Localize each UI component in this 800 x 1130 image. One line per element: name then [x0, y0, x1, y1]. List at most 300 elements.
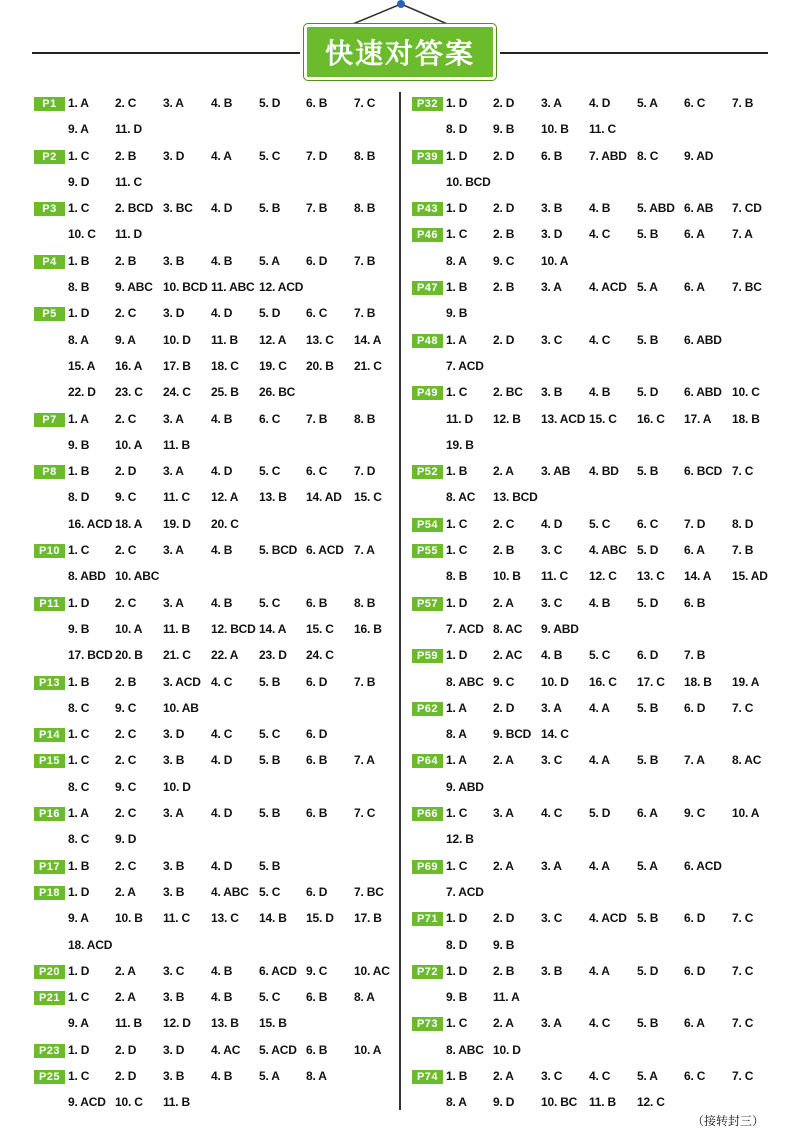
answer-item: 14. C	[541, 727, 569, 742]
answer-item: 4. C	[589, 1016, 611, 1031]
page-tag: P47	[412, 281, 443, 295]
answer-row	[34, 1065, 414, 1091]
answer-item: 12. D	[163, 1016, 191, 1031]
answer-item: 2. D	[115, 1068, 137, 1083]
answer-item: 5. A	[637, 96, 658, 110]
answer-item: 7. C	[732, 963, 754, 978]
answer-item: 11. D	[115, 227, 143, 242]
answer-item: 2. A	[493, 595, 514, 610]
answer-item: 16. A	[115, 358, 143, 373]
answer-item: 23. D	[259, 648, 287, 663]
page-tag: P7	[34, 413, 65, 427]
answer-item: 9. C	[115, 700, 137, 715]
answer-item: 3. B	[541, 201, 563, 216]
answer-item: 5. B	[637, 332, 659, 347]
answer-row	[412, 118, 792, 144]
answer-item: 5. C	[259, 148, 281, 163]
header-rule-right	[500, 52, 768, 54]
answer-item: 3. A	[541, 280, 562, 295]
answer-item: 9. C	[306, 963, 328, 978]
answer-row	[412, 881, 792, 907]
answer-item: 10. A	[115, 437, 143, 452]
answer-item: 9. ACD	[68, 1095, 106, 1110]
answer-item: 7. B	[684, 648, 706, 663]
answer-item: 6. D	[684, 963, 706, 978]
answer-item: 6. ACD	[306, 543, 344, 558]
answer-item: 8. D	[446, 122, 468, 137]
answer-row	[34, 618, 414, 644]
answer-item: 9. C	[493, 674, 515, 689]
answer-item: 4. B	[211, 543, 233, 558]
answer-item: 5. B	[259, 753, 281, 768]
answer-item: 19. B	[446, 437, 474, 452]
answer-item: 2. D	[115, 1042, 137, 1057]
answer-item: 10. C	[732, 385, 760, 400]
answer-item: 9. D	[493, 1095, 515, 1110]
answer-item: 23. C	[115, 385, 143, 400]
answer-row	[34, 723, 414, 749]
answer-item: 1. B	[68, 674, 90, 689]
page-tag: P39	[412, 150, 443, 164]
answer-item: 7. D	[354, 464, 376, 479]
answer-item: 2. A	[493, 1068, 514, 1083]
answer-item: 8. D	[68, 490, 90, 505]
answer-item: 1. A	[446, 700, 467, 715]
answer-item: 15. C	[306, 621, 334, 636]
answer-item: 5. A	[259, 253, 280, 268]
page-tag: P8	[34, 465, 65, 479]
page-tag: P62	[412, 702, 443, 716]
answer-item: 5. D	[637, 595, 659, 610]
answer-item: 10. ABC	[115, 569, 160, 584]
answer-item: 7. A	[732, 227, 753, 242]
answer-item: 6. C	[306, 464, 328, 479]
answer-item: 7. C	[732, 464, 754, 479]
answer-item: 1. C	[68, 201, 90, 216]
answer-row	[412, 145, 792, 171]
answer-item: 2. A	[115, 963, 136, 978]
answer-item: 1. C	[68, 1068, 90, 1083]
page-tag: P71	[412, 912, 443, 926]
answer-item: 11. B	[589, 1095, 617, 1110]
page-tag: P73	[412, 1017, 443, 1031]
answer-item: 12. B	[493, 411, 521, 426]
answer-item: 2. A	[115, 884, 136, 899]
answer-item: 17. BCD	[68, 648, 113, 663]
answer-item: 8. A	[68, 332, 89, 347]
answer-item: 5. B	[637, 464, 659, 479]
answer-item: 2. D	[493, 700, 515, 715]
answer-item: 7. B	[354, 674, 376, 689]
answer-item: 3. B	[163, 253, 185, 268]
answer-item: 4. B	[211, 1068, 233, 1083]
answer-item: 11. ABC	[211, 280, 255, 295]
answer-item: 13. C	[637, 569, 665, 584]
answer-row	[34, 855, 414, 881]
answer-item: 9. C	[493, 253, 515, 268]
answer-item: 14. A	[354, 332, 382, 347]
answer-item: 5. C	[259, 464, 281, 479]
answer-item: 7. B	[354, 253, 376, 268]
answer-item: 3. A	[541, 96, 562, 110]
answer-item: 1. C	[68, 148, 90, 163]
answer-item: 10. BC	[541, 1095, 578, 1110]
answer-item: 6. A	[684, 543, 705, 558]
answer-item: 1. C	[446, 516, 468, 531]
answer-item: 7. ACD	[446, 884, 484, 899]
answer-item: 17. A	[684, 411, 712, 426]
answer-row	[34, 434, 414, 460]
page-tag: P13	[34, 676, 65, 690]
answer-item: 11. A	[493, 990, 520, 1005]
answer-item: 7. B	[732, 96, 754, 110]
answer-item: 4. B	[211, 253, 233, 268]
answer-item: 4. ACD	[589, 280, 627, 295]
answer-row	[412, 749, 792, 775]
answer-item: 10. D	[541, 674, 569, 689]
answer-item: 16. ACD	[68, 516, 113, 531]
page-tag: P21	[34, 991, 65, 1005]
answer-item: 5. A	[637, 858, 658, 873]
answer-item: 2. BC	[493, 385, 523, 400]
page-tag: P11	[34, 597, 65, 611]
answer-item: 1. D	[446, 96, 468, 110]
answer-item: 10. BCD	[446, 174, 491, 189]
answer-row	[34, 539, 414, 565]
answer-item: 3. B	[163, 884, 185, 899]
answer-row	[412, 986, 792, 1012]
answer-item: 5. ACD	[259, 1042, 297, 1057]
answer-item: 1. D	[446, 963, 468, 978]
answer-row	[34, 513, 414, 539]
answer-item: 14. A	[684, 569, 712, 584]
answer-row	[412, 250, 792, 276]
answer-item: 4. B	[211, 411, 233, 426]
answer-item: 6. B	[306, 595, 328, 610]
answer-item: 20. B	[115, 648, 143, 663]
answer-item: 6. B	[306, 990, 328, 1005]
answer-item: 4. D	[211, 464, 233, 479]
answer-item: 6. B	[306, 753, 328, 768]
answer-item: 2. A	[493, 1016, 514, 1031]
answer-item: 18. C	[211, 358, 239, 373]
answer-item: 3. C	[541, 911, 563, 926]
answer-item: 6. C	[684, 96, 706, 110]
answer-item: 1. B	[446, 464, 468, 479]
answer-item: 8. B	[446, 569, 468, 584]
answer-row	[34, 223, 414, 249]
answer-item: 11. B	[211, 332, 239, 347]
answer-item: 3. D	[163, 306, 185, 321]
page-tag: P10	[34, 544, 65, 558]
answer-item: 24. C	[306, 648, 334, 663]
answer-item: 6. B	[541, 148, 563, 163]
answer-item: 6. C	[306, 306, 328, 321]
answer-item: 10. BCD	[163, 280, 208, 295]
answer-item: 10. D	[163, 779, 191, 794]
answer-item: 2. AC	[493, 648, 523, 663]
page-tag: P46	[412, 228, 443, 242]
answer-item: 3. C	[541, 332, 563, 347]
page-tag: P59	[412, 649, 443, 663]
answer-item: 15. C	[354, 490, 382, 505]
answer-row	[34, 486, 414, 512]
answer-row	[34, 92, 414, 118]
answer-item: 18. ACD	[68, 937, 113, 952]
answer-item: 6. ABD	[684, 385, 722, 400]
answer-row	[34, 1012, 414, 1038]
answer-item: 17. B	[354, 911, 382, 926]
answer-row	[34, 565, 414, 591]
answer-row	[34, 986, 414, 1012]
answer-item: 6. B	[306, 806, 328, 821]
answer-row	[34, 907, 414, 933]
answer-item: 1. C	[68, 543, 90, 558]
header-rule-left	[32, 52, 300, 54]
answer-item: 4. A	[211, 148, 232, 163]
answer-item: 9. A	[68, 1016, 89, 1031]
answer-item: 14. A	[259, 621, 287, 636]
answer-item: 5. B	[637, 911, 659, 926]
page-tag: P32	[412, 97, 443, 111]
answer-item: 2. A	[493, 858, 514, 873]
answer-row	[412, 644, 792, 670]
answer-item: 2. C	[115, 411, 137, 426]
answer-row	[34, 250, 414, 276]
answer-item: 9. B	[446, 990, 468, 1005]
answer-row	[34, 671, 414, 697]
answer-item: 11. D	[446, 411, 474, 426]
answer-row	[34, 1091, 414, 1117]
page-tag: P54	[412, 518, 443, 532]
page-tag: P69	[412, 860, 443, 874]
answer-item: 8. ABC	[446, 674, 484, 689]
page-tag: P14	[34, 728, 65, 742]
answer-item: 5. C	[589, 516, 611, 531]
answer-item: 2. C	[493, 516, 515, 531]
answer-item: 16. B	[354, 621, 382, 636]
answer-item: 2. C	[115, 96, 137, 110]
answer-item: 1. D	[446, 648, 468, 663]
answer-item: 2. B	[115, 674, 137, 689]
answer-item: 14. AD	[306, 490, 342, 505]
answer-item: 8. B	[354, 411, 376, 426]
answer-row	[412, 302, 792, 328]
answer-item: 6. AB	[684, 201, 714, 216]
answer-row	[34, 408, 414, 434]
answer-item: 2. C	[115, 753, 137, 768]
answer-item: 1. C	[68, 753, 90, 768]
answer-row	[34, 881, 414, 907]
answer-item: 12. BCD	[211, 621, 256, 636]
answer-item: 1. C	[446, 543, 468, 558]
answer-row	[412, 1039, 792, 1065]
footer-note: （接转封三）	[692, 1114, 765, 1128]
answer-item: 5. B	[259, 674, 281, 689]
answer-item: 1. C	[446, 385, 468, 400]
answer-item: 4. BD	[589, 464, 619, 479]
answer-item: 2. B	[115, 253, 137, 268]
answer-item: 1. B	[446, 1068, 468, 1083]
answer-item: 11. C	[163, 490, 191, 505]
answer-item: 3. C	[541, 595, 563, 610]
answer-row	[34, 776, 414, 802]
answer-item: 8. D	[732, 516, 754, 531]
answer-item: 2. D	[493, 96, 515, 110]
answer-row	[34, 118, 414, 144]
answer-item: 6. A	[637, 806, 658, 821]
answer-item: 3. B	[163, 753, 185, 768]
answer-item: 3. C	[541, 1068, 563, 1083]
answer-item: 1. D	[68, 1042, 90, 1057]
answer-item: 4. D	[211, 753, 233, 768]
answer-item: 8. C	[637, 148, 659, 163]
answer-item: 4. B	[589, 595, 611, 610]
answer-item: 8. D	[446, 937, 468, 952]
answer-row	[412, 171, 792, 197]
answer-row	[412, 276, 792, 302]
answer-row	[412, 960, 792, 986]
answer-row	[412, 513, 792, 539]
answer-item: 5. B	[637, 700, 659, 715]
answer-item: 5. A	[637, 1068, 658, 1083]
answer-item: 8. A	[446, 253, 467, 268]
answer-item: 3. A	[163, 411, 184, 426]
answer-item: 7. D	[306, 148, 328, 163]
answer-item: 3. D	[163, 148, 185, 163]
answer-item: 16. C	[589, 674, 617, 689]
answer-item: 3. A	[493, 806, 514, 821]
answer-item: 8. C	[68, 832, 90, 847]
answer-row	[412, 802, 792, 828]
page-tag: P66	[412, 807, 443, 821]
answer-item: 9. ABD	[446, 779, 484, 794]
answer-item: 10. A	[354, 1042, 382, 1057]
page-tag: P1	[34, 97, 65, 111]
answer-item: 3. A	[163, 464, 184, 479]
page-tag: P16	[34, 807, 65, 821]
answer-item: 17. B	[163, 358, 191, 373]
answer-item: 4. D	[589, 96, 611, 110]
answer-item: 2. B	[493, 963, 515, 978]
page-tag: P55	[412, 544, 443, 558]
answer-item: 5. ABD	[637, 201, 675, 216]
answer-item: 7. ACD	[446, 621, 484, 636]
answer-item: 5. B	[259, 858, 281, 873]
answer-item: 13. C	[211, 911, 239, 926]
answer-row	[34, 460, 414, 486]
answer-item: 5. C	[259, 884, 281, 899]
answer-item: 1. A	[68, 96, 89, 110]
answer-item: 21. C	[354, 358, 382, 373]
answer-item: 4. ABC	[211, 884, 249, 899]
answer-item: 2. B	[493, 227, 515, 242]
answer-item: 2. C	[115, 727, 137, 742]
answer-item: 4. AC	[211, 1042, 241, 1057]
answer-item: 12. B	[446, 832, 474, 847]
answer-item: 7. ABD	[589, 148, 627, 163]
answer-item: 3. B	[163, 858, 185, 873]
answer-item: 6. D	[306, 253, 328, 268]
answer-item: 5. D	[259, 96, 281, 110]
answer-item: 2. BCD	[115, 201, 154, 216]
answer-item: 5. B	[259, 806, 281, 821]
answer-item: 9. D	[115, 832, 137, 847]
answer-item: 6. BCD	[684, 464, 723, 479]
answer-item: 6. A	[684, 1016, 705, 1031]
answer-item: 11. B	[163, 437, 191, 452]
answer-item: 13. ACD	[541, 411, 586, 426]
answer-item: 2. B	[493, 280, 515, 295]
answer-item: 3. A	[163, 96, 184, 110]
answer-item: 7. C	[732, 1068, 754, 1083]
answer-item: 5. C	[259, 990, 281, 1005]
answer-item: 8. ABC	[446, 1042, 484, 1057]
answer-item: 10. AB	[163, 700, 199, 715]
answer-item: 3. B	[541, 963, 563, 978]
answer-item: 2. C	[115, 858, 137, 873]
answer-item: 4. B	[589, 201, 611, 216]
answer-item: 7. A	[354, 753, 375, 768]
answer-row	[34, 802, 414, 828]
page-tag: P15	[34, 754, 65, 768]
answer-row	[412, 197, 792, 223]
answer-item: 5. D	[637, 385, 659, 400]
answer-row	[34, 697, 414, 723]
answer-row	[412, 697, 792, 723]
answer-item: 21. C	[163, 648, 191, 663]
answer-item: 13. BCD	[493, 490, 538, 505]
answer-item: 15. D	[306, 911, 334, 926]
answer-item: 2. D	[493, 148, 515, 163]
answer-item: 3. ACD	[163, 674, 201, 689]
answer-item: 16. C	[637, 411, 665, 426]
answer-item: 9. AD	[684, 148, 714, 163]
answer-item: 10. D	[493, 1042, 521, 1057]
answer-item: 3. BC	[163, 201, 193, 216]
page-tag: P5	[34, 307, 65, 321]
answer-row	[412, 907, 792, 933]
answer-item: 9. B	[493, 937, 515, 952]
answer-item: 4. C	[541, 806, 563, 821]
answer-item: 1. C	[446, 806, 468, 821]
answer-row	[34, 302, 414, 328]
answer-item: 8. C	[68, 700, 90, 715]
answer-item: 2. A	[493, 464, 514, 479]
answer-item: 4. D	[541, 516, 563, 531]
answer-item: 4. D	[211, 201, 233, 216]
answer-item: 5. D	[589, 806, 611, 821]
answer-item: 5. B	[637, 1016, 659, 1031]
answer-row	[412, 723, 792, 749]
answer-item: 20. B	[306, 358, 334, 373]
answer-item: 8. A	[446, 727, 467, 742]
answer-item: 6. A	[684, 280, 705, 295]
answer-item: 2. C	[115, 595, 137, 610]
answer-item: 2. C	[115, 806, 137, 821]
answer-item: 6. B	[684, 595, 706, 610]
answer-item: 4. A	[589, 963, 610, 978]
answer-item: 5. D	[637, 963, 659, 978]
answer-item: 7. A	[684, 753, 705, 768]
answer-item: 4. C	[211, 727, 233, 742]
answer-item: 5. B	[637, 753, 659, 768]
answer-item: 10. B	[115, 911, 143, 926]
answer-item: 4. ABC	[589, 543, 627, 558]
answer-item: 3. A	[163, 806, 184, 821]
answer-item: 4. ACD	[589, 911, 627, 926]
answer-item: 6. D	[684, 911, 706, 926]
